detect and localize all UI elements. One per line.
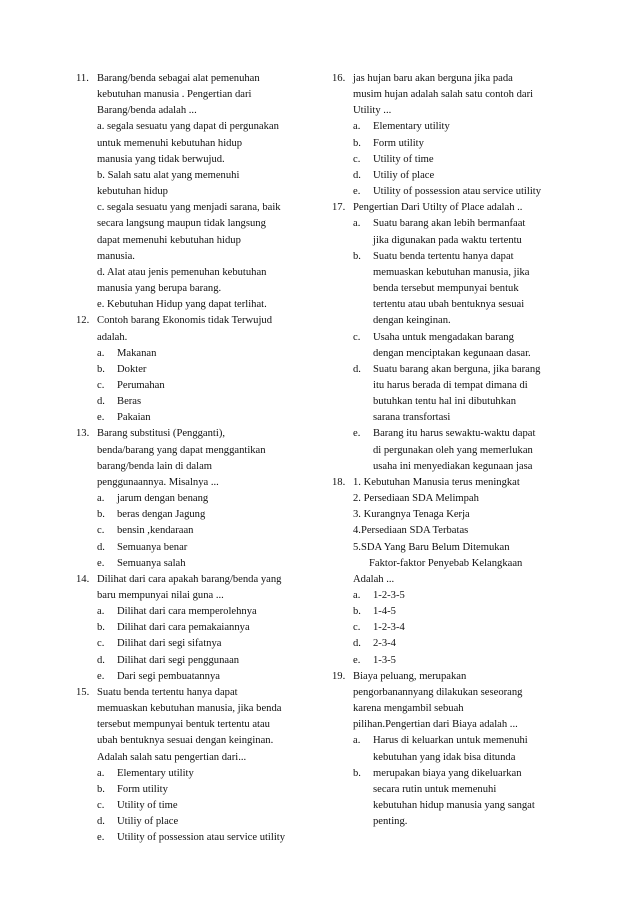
question-number: 17. — [332, 202, 346, 214]
answer-option-text: a. segala sesuatu yang dapat di pergunakan — [97, 121, 279, 133]
option-letter: b. — [97, 509, 105, 521]
question-text: Adalah salah satu pengertian dari... — [97, 751, 247, 763]
answer-option — [353, 330, 572, 362]
answer-option — [97, 523, 316, 539]
option-letter: d. — [353, 169, 361, 181]
numbered-statement: Adalah ... — [353, 573, 395, 585]
answer-option-text: 1-4-5 — [373, 606, 396, 618]
answer-option — [97, 798, 316, 814]
option-text-block — [373, 184, 572, 200]
option-text-block — [373, 249, 572, 330]
answer-option — [353, 620, 572, 636]
option-text-block — [117, 523, 316, 539]
question-number: 19. — [332, 670, 346, 682]
option-letter: c. — [353, 153, 361, 165]
answer-option-text: merupakan biaya yang dikeluarkan — [373, 767, 522, 779]
option-text-block — [373, 330, 572, 362]
answer-option-text: kebutuhan hidup manusia yang sangat — [373, 800, 535, 812]
option-letter: c. — [97, 525, 105, 537]
option-letter: b. — [97, 363, 105, 375]
left-column — [76, 71, 316, 847]
answer-option-text: Perumahan — [117, 379, 165, 391]
question-item — [76, 685, 316, 847]
answer-option-text: Usaha untuk mengadakan barang — [373, 331, 514, 343]
question-item — [332, 669, 572, 831]
option-letter: d. — [353, 363, 361, 375]
numbered-statement: 2. Persediaan SDA Melimpah — [353, 493, 479, 505]
question-number: 12. — [76, 315, 90, 327]
answer-option-text: Dilihat dari segi penggunaan — [117, 654, 240, 666]
numbered-statement: 5.SDA Yang Baru Belum Ditemukan — [353, 541, 510, 553]
option-text-block — [117, 604, 316, 620]
answer-option-text: jika digunakan pada waktu tertentu — [373, 234, 522, 246]
option-letter: c. — [97, 379, 105, 391]
answer-option — [353, 653, 572, 669]
option-letter: a. — [353, 121, 361, 133]
option-text-block — [373, 168, 572, 184]
question-text: Dilihat dari cara apakah barang/benda yang — [97, 573, 282, 585]
answer-option — [353, 766, 572, 831]
option-letter: b. — [353, 767, 361, 779]
option-text-block — [373, 216, 572, 248]
answer-option-text: Barang itu harus sewaktu-waktu dapat — [373, 428, 536, 440]
answer-option — [97, 540, 316, 556]
question-text: ubah bentuknya sesuai dengan keinginan. — [97, 735, 274, 747]
answer-option — [353, 216, 572, 248]
answer-option-text: Dilihat dari cara memperolehnya — [117, 606, 257, 618]
question-number: 14. — [76, 573, 90, 585]
question-body — [353, 475, 572, 669]
answer-option-text: Utility of time — [373, 153, 434, 165]
question-text: benda/barang yang dapat menggantikan — [97, 444, 266, 456]
answer-option-text: untuk memenuhi kebutuhan hidup — [97, 137, 243, 149]
question-text: Barang/benda adalah ... — [97, 105, 197, 117]
option-letter: e. — [353, 654, 361, 666]
question-item — [76, 313, 316, 426]
answer-option — [97, 168, 316, 200]
answer-option — [97, 394, 316, 410]
question-item — [76, 426, 316, 571]
question-body — [97, 313, 316, 426]
question-text: penggunaannya. Misalnya ... — [97, 476, 219, 488]
answer-option-text: itu harus berada di tempat dimana di — [373, 379, 528, 391]
option-letter: d. — [353, 638, 361, 650]
option-text-block — [117, 620, 316, 636]
answer-option — [353, 119, 572, 135]
answer-option-text: kebutuhan yang idak bisa ditunda — [373, 751, 516, 763]
option-letter: d. — [97, 396, 105, 408]
option-letter: a. — [97, 767, 105, 779]
question-text: Barang/benda sebagai alat pemenuhan — [97, 73, 260, 84]
answer-option-text: Elementary utility — [117, 767, 194, 779]
option-letter: a. — [97, 606, 105, 618]
option-text-block — [373, 152, 572, 168]
answer-option — [353, 733, 572, 765]
question-number: 18. — [332, 476, 346, 488]
answer-option-text: Dokter — [117, 363, 147, 375]
question-body — [97, 685, 316, 847]
answer-option — [97, 265, 316, 297]
answer-option-text: Semuanya benar — [117, 541, 188, 553]
answer-option — [97, 766, 316, 782]
option-text-block — [117, 830, 316, 846]
answer-option — [97, 669, 316, 685]
answer-option — [97, 782, 316, 798]
question-text: memuaskan kebutuhan manusia, jika benda — [97, 703, 282, 715]
answer-option-text: tertentu atau ubah bentuknya sesuai — [373, 299, 525, 311]
option-text-block — [373, 426, 572, 474]
answer-option-text: sarana transfortasi — [373, 412, 451, 424]
answer-option — [353, 184, 572, 200]
option-text-block — [373, 119, 572, 135]
answer-option — [353, 604, 572, 620]
answer-option-text: Makanan — [117, 347, 157, 359]
numbered-statement: 3. Kurangnya Tenaga Kerja — [353, 509, 470, 521]
answer-option-text: Harus di keluarkan untuk memenuhi — [373, 735, 528, 747]
answer-option-text: Suatu barang akan lebih bermanfaat — [373, 218, 526, 230]
question-item — [332, 71, 572, 200]
answer-option-text: e. Kebutuhan Hidup yang dapat terlihat. — [97, 299, 267, 311]
question-text: Biaya peluang, merupakan — [353, 670, 467, 682]
answer-option — [97, 200, 316, 265]
option-letter: c. — [97, 638, 105, 650]
question-text: barang/benda lain di dalam — [97, 460, 213, 472]
answer-option — [97, 814, 316, 830]
option-letter: e. — [353, 186, 361, 198]
answer-option — [353, 426, 572, 474]
answer-option-text: di pergunakan oleh yang memerlukan — [373, 444, 533, 456]
option-letter: b. — [97, 622, 105, 634]
answer-option-text: manusia yang tidak berwujud. — [97, 153, 225, 165]
option-text-block — [373, 653, 572, 669]
answer-option — [353, 588, 572, 604]
question-number: 11. — [76, 73, 89, 84]
option-text-block — [373, 620, 572, 636]
question-text: Pengertian Dari Utilty of Place adalah .. — [353, 202, 523, 214]
option-text-block — [117, 378, 316, 394]
answer-option-text: secara langsung maupun tidak langsung — [97, 218, 266, 230]
answer-option-text: 1-2-3-4 — [373, 622, 405, 634]
answer-option — [97, 491, 316, 507]
option-letter: b. — [353, 606, 361, 618]
option-letter: c. — [353, 622, 361, 634]
question-number: 15. — [76, 686, 90, 698]
answer-option — [97, 378, 316, 394]
option-text-block — [117, 540, 316, 556]
answer-option-text: Form utility — [373, 137, 424, 149]
answer-option-text: kebutuhan hidup — [97, 186, 168, 198]
answer-option — [97, 507, 316, 523]
option-text-block — [117, 766, 316, 782]
question-text: baru mempunyai nilai guna ... — [97, 590, 224, 601]
answer-option — [97, 346, 316, 362]
option-letter: b. — [97, 783, 105, 795]
answer-option — [97, 620, 316, 636]
answer-option-text: Elementary utility — [373, 121, 450, 133]
answer-option-text: Semuanya salah — [117, 557, 186, 569]
option-letter: b. — [353, 137, 361, 149]
answer-option-text: Form utility — [117, 783, 168, 795]
answer-option-text: Utiliy of place — [117, 816, 179, 828]
answer-option-text: benda tersebut mempunyai bentuk — [373, 283, 519, 295]
option-text-block — [117, 782, 316, 798]
option-text-block — [117, 669, 316, 685]
option-text-block — [117, 798, 316, 814]
answer-option — [353, 152, 572, 168]
option-letter: e. — [353, 428, 361, 440]
question-text: jas hujan baru akan berguna jika pada — [353, 73, 513, 84]
right-column — [332, 71, 572, 830]
answer-option-text: 2-3-4 — [373, 638, 396, 650]
option-letter: e. — [97, 557, 105, 569]
question-body — [97, 426, 316, 571]
option-text-block — [373, 636, 572, 652]
option-letter: e. — [97, 832, 105, 844]
question-text: karena mengambil sebuah — [353, 703, 464, 715]
question-item — [76, 572, 316, 685]
answer-option-text: Dari segi pembuatannya — [117, 670, 220, 682]
answer-option — [97, 636, 316, 652]
option-text-block — [373, 733, 572, 765]
question-number: 16. — [332, 73, 346, 84]
question-item — [332, 200, 572, 475]
question-body — [97, 572, 316, 685]
option-letter: a. — [97, 347, 105, 359]
answer-option — [353, 362, 572, 427]
answer-option-text: secara rutin untuk memenuhi — [373, 783, 497, 795]
answer-option-text: beras dengan Jagung — [117, 509, 206, 521]
answer-option — [97, 119, 316, 167]
answer-option-text: Utility of possession atau service utility — [373, 186, 542, 198]
numbered-statement: Faktor-faktor Penyebab Kelangkaan — [369, 557, 523, 569]
answer-option-text: Dilihat dari segi sifatnya — [117, 638, 222, 650]
answer-option — [97, 410, 316, 426]
option-text-block — [373, 136, 572, 152]
question-text: tersebut mempunyai bentuk tertentu atau — [97, 719, 270, 731]
answer-option-text: memuaskan kebutuhan manusia, jika — [373, 266, 530, 278]
answer-option-text: usaha ini menyediakan kegunaan jasa — [373, 460, 533, 472]
option-letter: a. — [97, 493, 105, 505]
answer-option — [97, 830, 316, 846]
option-text-block — [373, 766, 572, 831]
answer-option-text: Pakaian — [117, 412, 151, 424]
question-text: Contoh barang Ekonomis tidak Terwujud — [97, 315, 273, 327]
option-text-block — [117, 362, 316, 378]
answer-option-text: bensin ,kendaraan — [117, 525, 194, 537]
question-text: musim hujan adalah salah satu contoh dari — [353, 89, 534, 101]
question-item — [332, 475, 572, 669]
answer-option-text: manusia. — [97, 250, 135, 262]
option-letter: c. — [353, 331, 361, 343]
option-letter: b. — [353, 250, 361, 262]
answer-option — [97, 653, 316, 669]
option-text-block — [373, 604, 572, 620]
option-letter: a. — [353, 218, 361, 230]
option-text-block — [117, 556, 316, 572]
question-text: Barang substitusi (Pengganti), — [97, 428, 225, 440]
answer-option-text: Suatu barang akan berguna, jika barang — [373, 363, 541, 375]
answer-option-text: dengan menciptakan kegunaan dasar. — [373, 347, 531, 359]
numbered-statement: 4.Persediaan SDA Terbatas — [353, 525, 469, 537]
answer-option-text: b. Salah satu alat yang memenuhi — [97, 169, 240, 181]
answer-option-text: dengan keinginan. — [373, 315, 451, 327]
answer-option-text: manusia yang berupa barang. — [97, 283, 222, 295]
answer-option — [97, 297, 316, 313]
option-letter: e. — [97, 670, 105, 682]
question-text: pengorbanannyang dilakukan seseorang — [353, 686, 523, 698]
option-text-block — [117, 394, 316, 410]
option-letter: d. — [97, 816, 105, 828]
answer-option-text: Beras — [117, 396, 142, 408]
answer-option-text: c. segala sesuatu yang menjadi sarana, baik — [97, 202, 281, 214]
question-text: Utility ... — [353, 105, 392, 117]
answer-option — [353, 249, 572, 330]
question-body — [97, 71, 316, 313]
answer-option-text: penting. — [373, 816, 408, 828]
question-body — [353, 200, 572, 475]
answer-option — [97, 556, 316, 572]
answer-option-text: 1-3-5 — [373, 654, 396, 666]
answer-option-text: Utility of possession atau service utility — [117, 832, 286, 844]
option-text-block — [117, 507, 316, 523]
option-text-block — [117, 491, 316, 507]
option-letter: d. — [97, 654, 105, 666]
answer-option-text: jarum dengan benang — [117, 493, 209, 505]
answer-option — [97, 362, 316, 378]
option-letter: d. — [97, 541, 105, 553]
question-item — [76, 71, 316, 313]
answer-option — [353, 168, 572, 184]
option-letter: a. — [353, 735, 361, 747]
question-body — [353, 71, 572, 200]
option-letter: e. — [97, 412, 105, 424]
answer-option — [353, 636, 572, 652]
question-body — [353, 669, 572, 831]
option-text-block — [117, 410, 316, 426]
answer-option-text: Dilihat dari cara pemakaiannya — [117, 622, 250, 634]
question-text: pilihan.Pengertian dari Biaya adalah ... — [353, 719, 518, 731]
answer-option-text: d. Alat atau jenis pemenuhan kebutuhan — [97, 266, 267, 278]
question-text: Suatu benda tertentu hanya dapat — [97, 686, 238, 698]
answer-option-text: 1-2-3-5 — [373, 590, 405, 601]
option-text-block — [117, 346, 316, 362]
option-letter: a. — [353, 590, 361, 601]
question-text: adalah. — [97, 331, 128, 343]
answer-option-text: Suatu benda tertentu hanya dapat — [373, 250, 514, 262]
option-text-block — [117, 653, 316, 669]
answer-option — [97, 604, 316, 620]
option-text-block — [373, 588, 572, 604]
answer-option-text: Utility of time — [117, 800, 178, 812]
answer-option — [353, 136, 572, 152]
option-text-block — [117, 636, 316, 652]
option-text-block — [373, 362, 572, 427]
question-text: kebutuhan manusia . Pengertian dari — [97, 89, 252, 101]
question-text: 1. Kebutuhan Manusia terus meningkat — [353, 476, 520, 488]
option-text-block — [117, 814, 316, 830]
question-number: 13. — [76, 428, 90, 440]
answer-option-text: butuhkan tentu hal ini dibutuhkan — [373, 396, 516, 408]
answer-option-text: Utiliy of place — [373, 169, 435, 181]
option-letter: c. — [97, 800, 105, 812]
answer-option-text: dapat memenuhi kebutuhan hidup — [97, 234, 241, 246]
